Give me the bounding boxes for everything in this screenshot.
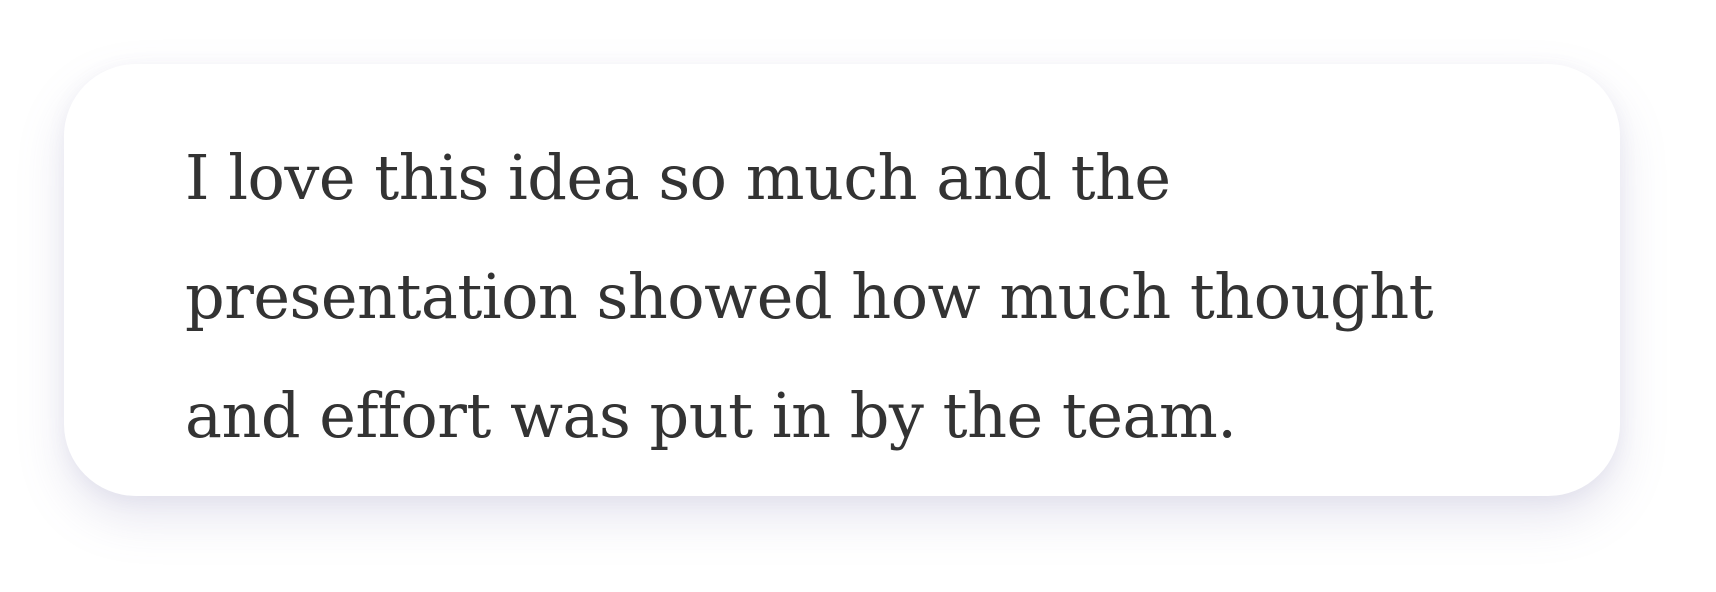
comment-card <box>64 64 1620 496</box>
comment-line-1: I love this idea so much and the <box>185 141 1171 214</box>
comment-text <box>185 118 1525 475</box>
comment-line-3: and effort was put in by the team. <box>185 379 1237 452</box>
comment-line-2: presentation showed how much thought <box>185 260 1434 333</box>
